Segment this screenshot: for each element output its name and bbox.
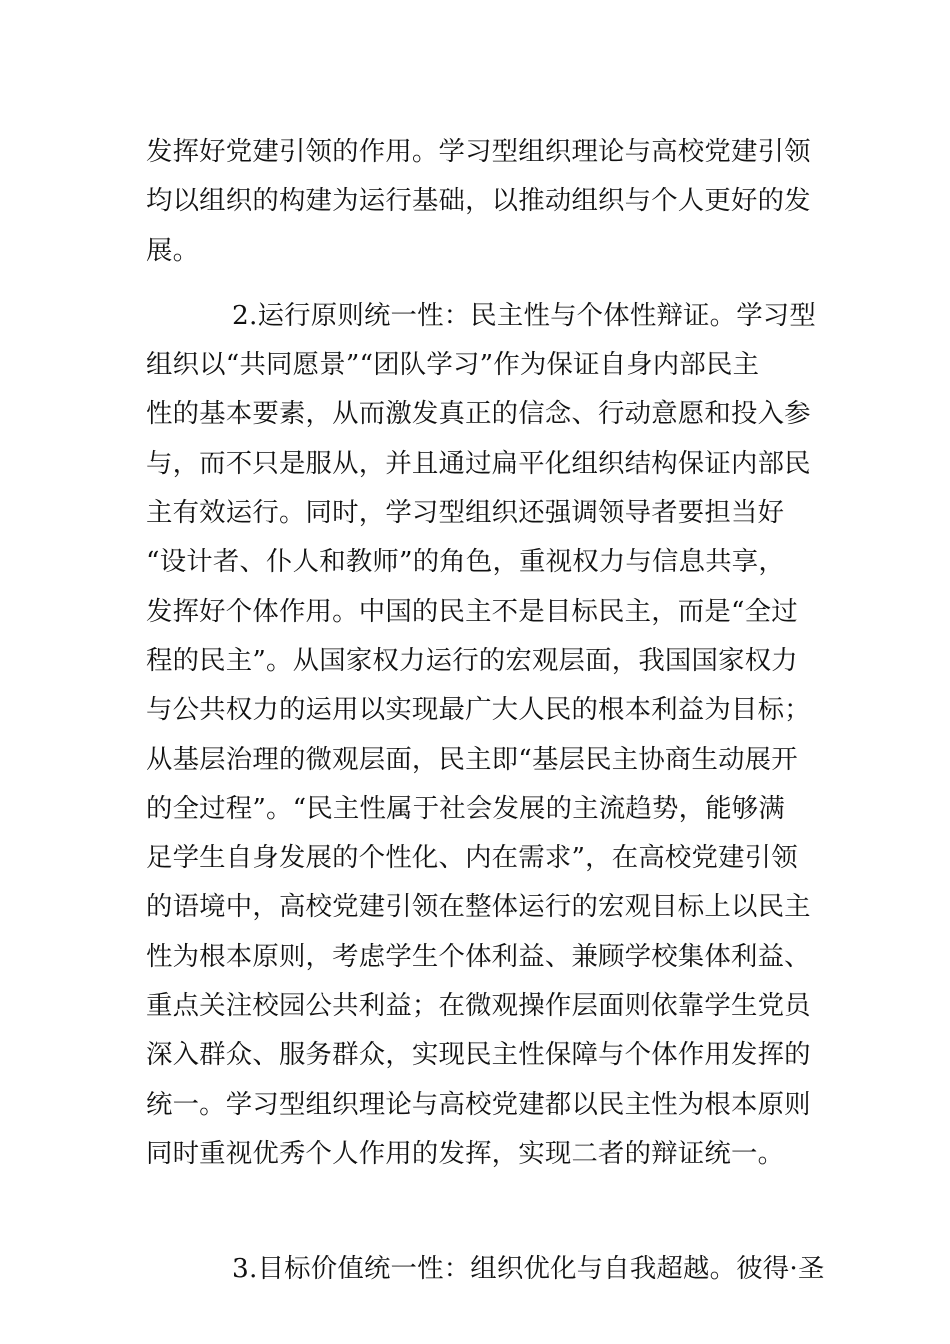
paragraph-3 <box>146 1244 825 1293</box>
paragraph-line: 统一。学习型组织理论与高校党建都以民主性为根本原则 <box>146 1088 811 1120</box>
paragraph-line: 足学生自身发展的个性化、内在需求”，在高校党建引领 <box>146 842 798 874</box>
paragraph-line: 发挥好党建引领的作用。学习型组织理论与高校党建引领 <box>146 136 811 167</box>
paragraph-line: 深入群众、服务群众，实现民主性保障与个体作用发挥的 <box>146 1039 811 1071</box>
paragraph-line: 同时重视优秀个人作用的发挥，实现二者的辩证统一。 <box>146 1137 785 1169</box>
paragraph-line: 主有效运行。同时，学习型组织还强调领导者要担当好 <box>146 497 785 529</box>
paragraph-line: 的语境中，高校党建引领在整体运行的宏观目标上以民主 <box>146 891 811 923</box>
paragraph-line: 展。 <box>146 234 200 266</box>
paragraph-line: 性的基本要素，从而激发真正的信念、行动意愿和投入参 <box>146 398 811 430</box>
paragraph-line: 程的民主”。从国家权力运行的宏观层面，我国国家权力 <box>146 644 798 676</box>
paragraph-line: 与，而不只是服从，并且通过扁平化组织结构保证内部民 <box>146 447 811 479</box>
paragraph-line: 的全过程”。“民主性属于社会发展的主流趋势，能够满 <box>146 792 785 824</box>
paragraph-1 <box>146 127 816 275</box>
paragraph-2 <box>146 291 816 1228</box>
paragraph-line: 2.运行原则统一性：民主性与个体性辩证。学习型 <box>232 299 816 331</box>
paragraph-gap <box>146 1228 816 1244</box>
paragraph-gap <box>146 275 816 291</box>
paragraph-line: 重点关注校园公共利益；在微观操作层面则依靠学生党员 <box>146 990 811 1022</box>
paragraph-line: 组织以“共同愿景”“团队学习”作为保证自身内部民主 <box>146 349 760 381</box>
paragraph-line: 3.目标价值统一性：组织优化与自我超越。彼得·圣 <box>232 1252 825 1284</box>
paragraph-line: “设计者、仆人和教师”的角色，重视权力与信息共享， <box>146 546 785 578</box>
body-text <box>146 127 825 1293</box>
paragraph-line: 性为根本原则，考虑学生个体利益、兼顾学校集体利益、 <box>146 940 811 972</box>
paragraph-line <box>146 1178 816 1227</box>
paragraph-line: 发挥好个体作用。中国的民主不是目标民主，而是“全过 <box>146 595 798 627</box>
paragraph-line: 与公共权力的运用以实现最广大人民的根本利益为目标； <box>146 694 811 726</box>
paragraph-line: 从基层治理的微观层面，民主即“基层民主协商生动展开 <box>146 743 798 775</box>
paragraph-line: 均以组织的构建为运行基础，以推动组织与个人更好的发 <box>146 185 811 217</box>
